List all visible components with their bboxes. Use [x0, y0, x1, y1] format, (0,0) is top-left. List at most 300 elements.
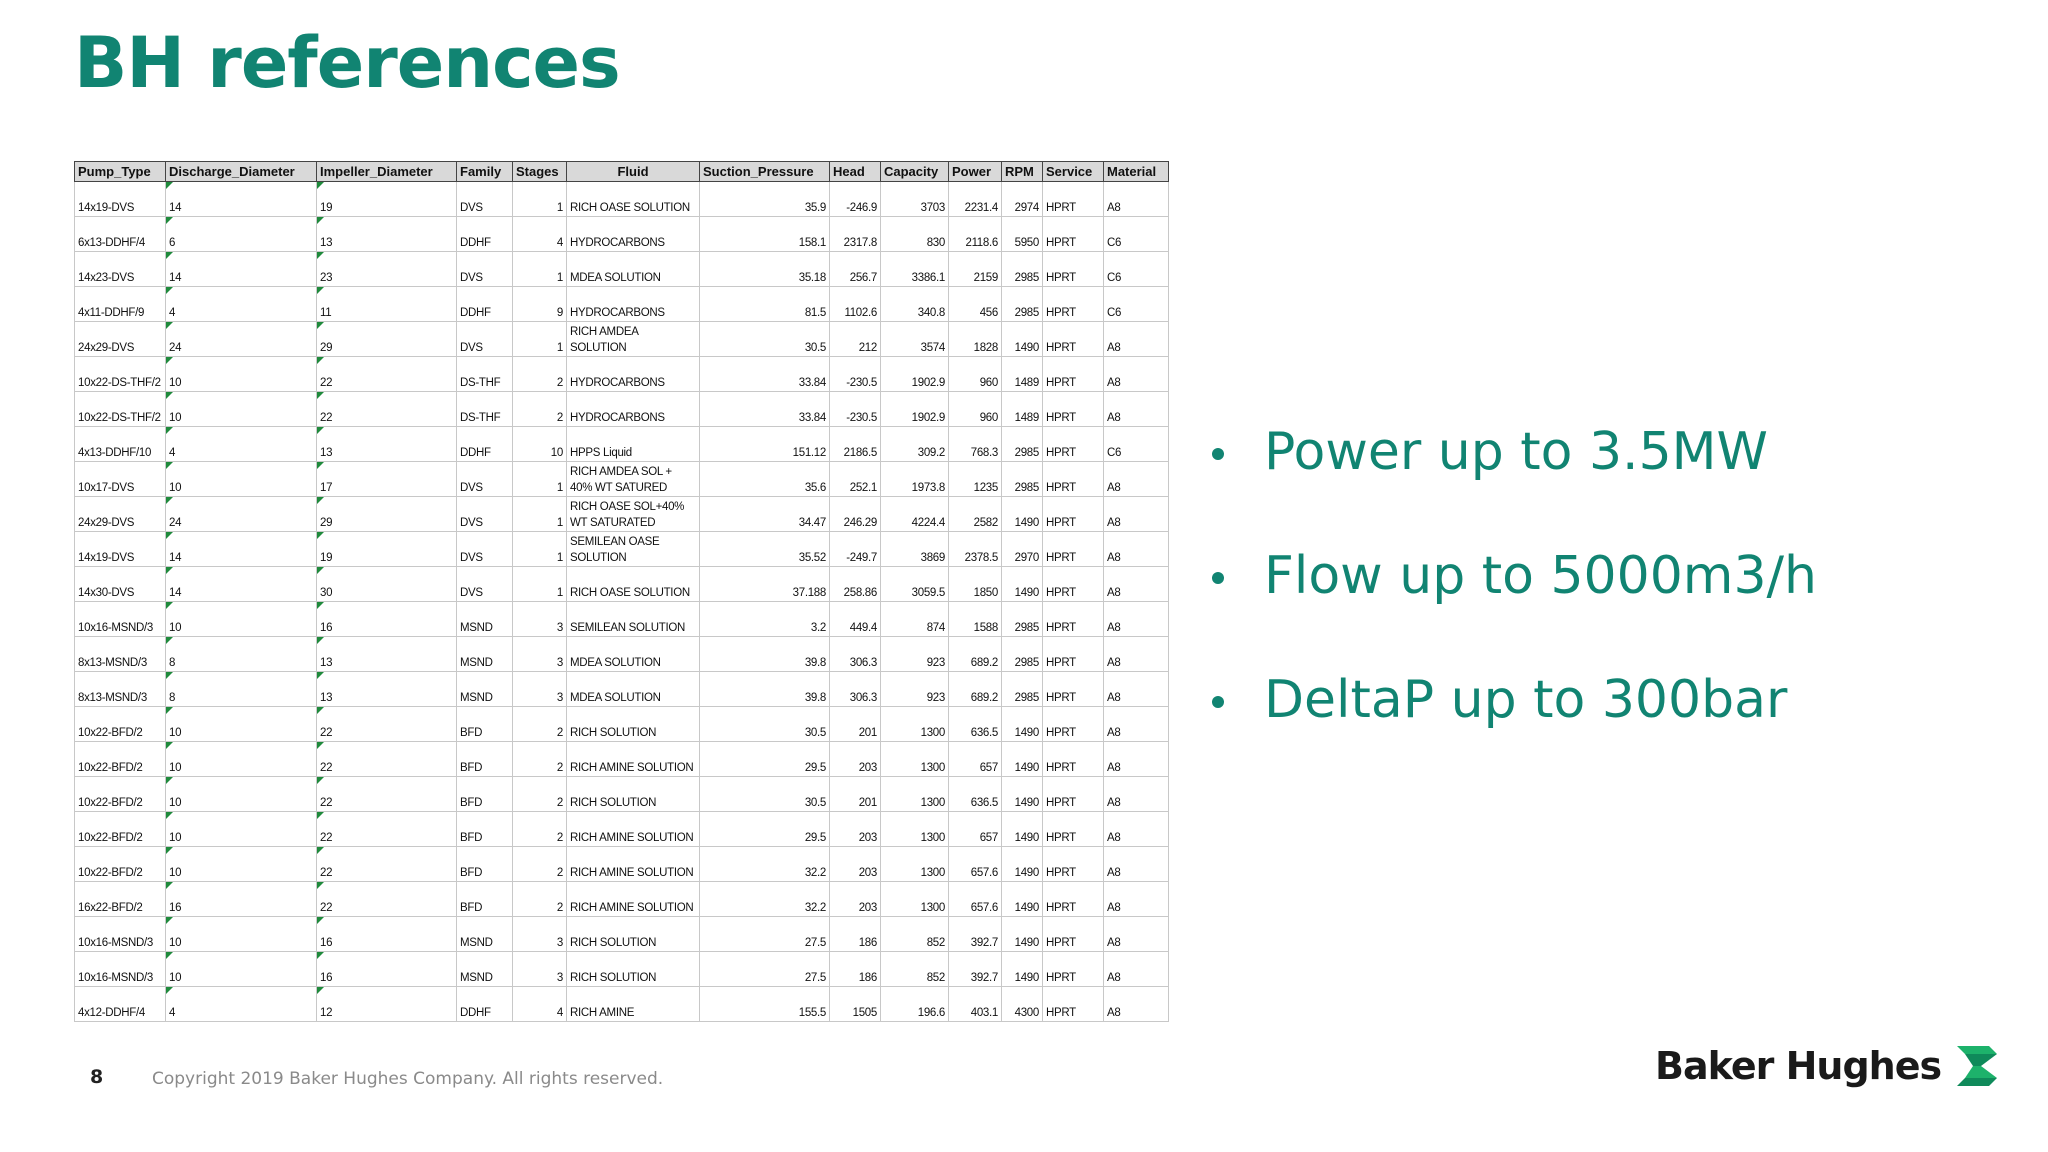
table-cell: A8 — [1104, 917, 1169, 952]
table-cell: HPRT — [1043, 742, 1104, 777]
table-cell: 4 — [166, 287, 317, 322]
table-cell: 10 — [166, 847, 317, 882]
table-cell: -246.9 — [830, 182, 881, 217]
table-cell: A8 — [1104, 462, 1169, 497]
table-cell: HPRT — [1043, 497, 1104, 532]
table-cell: 3869 — [881, 532, 949, 567]
table-cell: 340.8 — [881, 287, 949, 322]
table-cell: 5950 — [1002, 217, 1043, 252]
table-cell: 10x16-MSND/3 — [75, 602, 166, 637]
column-header: Material — [1104, 162, 1169, 182]
bullet-item-flow — [1200, 544, 1817, 668]
table-cell: RICH AMINE — [567, 987, 700, 1022]
table-cell: 2985 — [1002, 252, 1043, 287]
table-cell: MSND — [457, 602, 513, 637]
table-cell: 1490 — [1002, 497, 1043, 532]
table-cell: SEMILEAN OASE SOLUTION — [567, 532, 700, 567]
table-cell: DS-THF — [457, 357, 513, 392]
table-cell: 8x13-MSND/3 — [75, 637, 166, 672]
table-cell: A8 — [1104, 777, 1169, 812]
table-cell: A8 — [1104, 707, 1169, 742]
table-cell: 39.8 — [700, 637, 830, 672]
column-header: Impeller_Diameter — [317, 162, 457, 182]
table-cell: 923 — [881, 637, 949, 672]
column-header: Head — [830, 162, 881, 182]
logo-text: Baker Hughes — [1655, 1044, 1942, 1088]
table-cell: 2582 — [949, 497, 1002, 532]
table-cell: 35.52 — [700, 532, 830, 567]
table-cell: 203 — [830, 812, 881, 847]
table-cell: 2317.8 — [830, 217, 881, 252]
table-cell: 14 — [166, 532, 317, 567]
table-cell: A8 — [1104, 637, 1169, 672]
table-cell: 22 — [317, 812, 457, 847]
table-cell: A8 — [1104, 497, 1169, 532]
table-cell: HPRT — [1043, 252, 1104, 287]
table-row — [75, 497, 1169, 532]
table-cell: 16 — [317, 952, 457, 987]
table-cell: BFD — [457, 742, 513, 777]
table-row — [75, 812, 1169, 847]
column-header: Fluid — [567, 162, 700, 182]
table-cell: RICH AMDEA SOLUTION — [567, 322, 700, 357]
table-cell: 203 — [830, 882, 881, 917]
table-cell: A8 — [1104, 847, 1169, 882]
table-cell: RICH SOLUTION — [567, 917, 700, 952]
bullet-text: Power up to 3.5MW — [1264, 422, 1768, 482]
table-cell: -249.7 — [830, 532, 881, 567]
table-cell: HPRT — [1043, 917, 1104, 952]
table-cell: 309.2 — [881, 427, 949, 462]
table-cell: 2186.5 — [830, 427, 881, 462]
table-cell: DVS — [457, 252, 513, 287]
table-cell: 2 — [513, 392, 567, 427]
bullet-item-deltap — [1200, 668, 1817, 792]
table-cell: RICH AMINE SOLUTION — [567, 882, 700, 917]
table-row — [75, 637, 1169, 672]
table-cell: 3 — [513, 602, 567, 637]
table-cell: C6 — [1104, 252, 1169, 287]
column-header: Family — [457, 162, 513, 182]
table-cell: HPRT — [1043, 847, 1104, 882]
table-cell: 8 — [166, 672, 317, 707]
table-cell: 1 — [513, 532, 567, 567]
table-cell: 449.4 — [830, 602, 881, 637]
table-cell: 34.47 — [700, 497, 830, 532]
table-cell: 10 — [513, 427, 567, 462]
table-cell: 201 — [830, 777, 881, 812]
table-cell: 14x19-DVS — [75, 532, 166, 567]
table-cell: HYDROCARBONS — [567, 357, 700, 392]
table-cell: 830 — [881, 217, 949, 252]
table-cell: 10x22-BFD/2 — [75, 812, 166, 847]
table-cell: 6 — [166, 217, 317, 252]
table-row — [75, 882, 1169, 917]
table-cell: C6 — [1104, 287, 1169, 322]
references-table — [74, 161, 1169, 1022]
table-cell: 16 — [317, 917, 457, 952]
table-cell: MSND — [457, 637, 513, 672]
table-cell: 657.6 — [949, 847, 1002, 882]
table-cell: 22 — [317, 777, 457, 812]
table-cell: 2970 — [1002, 532, 1043, 567]
table-row — [75, 217, 1169, 252]
table-cell: 3574 — [881, 322, 949, 357]
table-cell: 4x11-DDHF/9 — [75, 287, 166, 322]
table-cell: 1490 — [1002, 917, 1043, 952]
table-cell: DVS — [457, 567, 513, 602]
table-cell: 24x29-DVS — [75, 497, 166, 532]
bullet-text: DeltaP up to 300bar — [1264, 670, 1788, 730]
table-cell: 24 — [166, 322, 317, 357]
table-cell: A8 — [1104, 987, 1169, 1022]
table-cell: MSND — [457, 917, 513, 952]
table-cell: 2 — [513, 742, 567, 777]
table-cell: 17 — [317, 462, 457, 497]
table-cell: 1235 — [949, 462, 1002, 497]
table-cell: 10x22-BFD/2 — [75, 777, 166, 812]
table-cell: HPRT — [1043, 987, 1104, 1022]
table-row — [75, 287, 1169, 322]
table-cell: 22 — [317, 392, 457, 427]
bullet-list — [1200, 420, 1817, 792]
table-cell: RICH OASE SOL+40% WT SATURATED — [567, 497, 700, 532]
column-header: RPM — [1002, 162, 1043, 182]
table-cell: A8 — [1104, 742, 1169, 777]
table-cell: 256.7 — [830, 252, 881, 287]
table-cell: 2985 — [1002, 672, 1043, 707]
table-cell: 14x19-DVS — [75, 182, 166, 217]
table-cell: DVS — [457, 532, 513, 567]
column-header: Stages — [513, 162, 567, 182]
table-cell: RICH OASE SOLUTION — [567, 567, 700, 602]
table-cell: HPRT — [1043, 532, 1104, 567]
table-cell: 13 — [317, 427, 457, 462]
table-cell: A8 — [1104, 357, 1169, 392]
table-cell: 960 — [949, 357, 1002, 392]
table-cell: 22 — [317, 742, 457, 777]
table-cell: BFD — [457, 847, 513, 882]
table-cell: 636.5 — [949, 777, 1002, 812]
table-cell: 32.2 — [700, 847, 830, 882]
table-cell: RICH AMINE SOLUTION — [567, 847, 700, 882]
table-cell: 10 — [166, 952, 317, 987]
table-cell: HYDROCARBONS — [567, 217, 700, 252]
table-cell: BFD — [457, 882, 513, 917]
table-cell: 1973.8 — [881, 462, 949, 497]
table-cell: 10x22-DS-THF/2 — [75, 392, 166, 427]
table-cell: 10x22-BFD/2 — [75, 707, 166, 742]
table-cell: HPRT — [1043, 567, 1104, 602]
table-cell: 22 — [317, 847, 457, 882]
table-cell: 16 — [166, 882, 317, 917]
table-cell: 151.12 — [700, 427, 830, 462]
table-cell: 4 — [513, 217, 567, 252]
table-cell: 22 — [317, 357, 457, 392]
table-cell: 2 — [513, 357, 567, 392]
table-cell: 24 — [166, 497, 317, 532]
table-cell: HPRT — [1043, 322, 1104, 357]
table-row — [75, 707, 1169, 742]
table-cell: HPRT — [1043, 462, 1104, 497]
table-cell: 1490 — [1002, 742, 1043, 777]
table-cell: HPRT — [1043, 812, 1104, 847]
table-row — [75, 392, 1169, 427]
table-cell: HPRT — [1043, 882, 1104, 917]
table-cell: 1490 — [1002, 847, 1043, 882]
table-cell: 35.6 — [700, 462, 830, 497]
table-cell: 923 — [881, 672, 949, 707]
table-cell: RICH SOLUTION — [567, 707, 700, 742]
table-cell: 2 — [513, 882, 567, 917]
table-cell: A8 — [1104, 532, 1169, 567]
table-cell: 456 — [949, 287, 1002, 322]
bullet-item-power — [1200, 420, 1817, 544]
table-cell: 657 — [949, 812, 1002, 847]
table-cell: 2118.6 — [949, 217, 1002, 252]
table-cell: BFD — [457, 707, 513, 742]
table-cell: 3 — [513, 917, 567, 952]
table-cell: 768.3 — [949, 427, 1002, 462]
table-cell: 30.5 — [700, 777, 830, 812]
table-cell: 3 — [513, 952, 567, 987]
table-cell: 32.2 — [700, 882, 830, 917]
table-cell: 258.86 — [830, 567, 881, 602]
table-cell: RICH AMINE SOLUTION — [567, 742, 700, 777]
bullet-dot-icon — [1212, 572, 1224, 584]
table-cell: 852 — [881, 917, 949, 952]
table-cell: 3 — [513, 637, 567, 672]
table-cell: 306.3 — [830, 672, 881, 707]
table-cell: 1300 — [881, 882, 949, 917]
table-row — [75, 427, 1169, 462]
table-row — [75, 252, 1169, 287]
table-cell: DVS — [457, 497, 513, 532]
table-cell: 1 — [513, 497, 567, 532]
table-cell: DVS — [457, 462, 513, 497]
table-cell: 1489 — [1002, 392, 1043, 427]
table-cell: 22 — [317, 882, 457, 917]
table-cell: 4x13-DDHF/10 — [75, 427, 166, 462]
table-cell: 4300 — [1002, 987, 1043, 1022]
table-cell: DS-THF — [457, 392, 513, 427]
table-cell: 212 — [830, 322, 881, 357]
table-cell: HPRT — [1043, 777, 1104, 812]
table-cell: HPRT — [1043, 182, 1104, 217]
table-cell: 10 — [166, 707, 317, 742]
table-cell: DDHF — [457, 427, 513, 462]
table-cell: HPRT — [1043, 392, 1104, 427]
table-cell: MDEA SOLUTION — [567, 672, 700, 707]
table-cell: 16 — [317, 602, 457, 637]
table-cell: 203 — [830, 847, 881, 882]
table-cell: 852 — [881, 952, 949, 987]
table-cell: 19 — [317, 182, 457, 217]
table-cell: 960 — [949, 392, 1002, 427]
table-cell: 13 — [317, 672, 457, 707]
table-cell: 1588 — [949, 602, 1002, 637]
table-cell: 10 — [166, 462, 317, 497]
table-cell: 657.6 — [949, 882, 1002, 917]
table-cell: 306.3 — [830, 637, 881, 672]
column-header: Suction_Pressure — [700, 162, 830, 182]
table-cell: 39.8 — [700, 672, 830, 707]
table-cell: 1300 — [881, 742, 949, 777]
table-cell: 1490 — [1002, 322, 1043, 357]
logo-chevrons-icon — [1951, 1040, 2003, 1092]
table-cell: 1 — [513, 182, 567, 217]
table-cell: 30.5 — [700, 322, 830, 357]
table-cell: 29 — [317, 322, 457, 357]
table-cell: 689.2 — [949, 672, 1002, 707]
table-cell: 29 — [317, 497, 457, 532]
table-cell: HPRT — [1043, 672, 1104, 707]
column-header: Discharge_Diameter — [166, 162, 317, 182]
table-cell: 3059.5 — [881, 567, 949, 602]
table-cell: 11 — [317, 287, 457, 322]
table-cell: MDEA SOLUTION — [567, 637, 700, 672]
table-cell: DVS — [457, 182, 513, 217]
table-cell: 201 — [830, 707, 881, 742]
table-cell: 1489 — [1002, 357, 1043, 392]
table-cell: DDHF — [457, 987, 513, 1022]
bullet-dot-icon — [1212, 696, 1224, 708]
table-cell: 2985 — [1002, 287, 1043, 322]
table-row — [75, 602, 1169, 637]
table-cell: DDHF — [457, 287, 513, 322]
table-row — [75, 567, 1169, 602]
table-cell: 4 — [166, 427, 317, 462]
table-cell: 196.6 — [881, 987, 949, 1022]
table-cell: 10x16-MSND/3 — [75, 917, 166, 952]
table-cell: A8 — [1104, 812, 1169, 847]
table-cell: 3386.1 — [881, 252, 949, 287]
table-body — [75, 182, 1169, 1022]
table-cell: 1 — [513, 322, 567, 357]
table-cell: 2985 — [1002, 637, 1043, 672]
column-header: Service — [1043, 162, 1104, 182]
table-cell: 19 — [317, 532, 457, 567]
table-cell: 35.9 — [700, 182, 830, 217]
table-cell: HPRT — [1043, 357, 1104, 392]
table-cell: 403.1 — [949, 987, 1002, 1022]
column-header: Pump_Type — [75, 162, 166, 182]
table-cell: 10 — [166, 917, 317, 952]
table-cell: HPRT — [1043, 427, 1104, 462]
table-cell: 33.84 — [700, 392, 830, 427]
table-cell: RICH AMINE SOLUTION — [567, 812, 700, 847]
table-cell: 1102.6 — [830, 287, 881, 322]
table-cell: 2 — [513, 777, 567, 812]
table-cell: 2985 — [1002, 602, 1043, 637]
table-cell: 13 — [317, 217, 457, 252]
table-cell: HPRT — [1043, 287, 1104, 322]
table-cell: A8 — [1104, 322, 1169, 357]
table-cell: 186 — [830, 952, 881, 987]
table-cell: HYDROCARBONS — [567, 287, 700, 322]
table-row — [75, 357, 1169, 392]
table-cell: BFD — [457, 812, 513, 847]
table-cell: RICH SOLUTION — [567, 777, 700, 812]
page-number: 8 — [90, 1066, 104, 1088]
table-cell: 10 — [166, 357, 317, 392]
table-cell: 1902.9 — [881, 357, 949, 392]
table-cell: 29.5 — [700, 742, 830, 777]
table-cell: RICH SOLUTION — [567, 952, 700, 987]
table-cell: MSND — [457, 672, 513, 707]
table-cell: 2985 — [1002, 427, 1043, 462]
column-header: Power — [949, 162, 1002, 182]
bullet-text: Flow up to 5000m3/h — [1264, 546, 1818, 606]
table-cell: 10 — [166, 602, 317, 637]
table-cell: 155.5 — [700, 987, 830, 1022]
table-cell: 10x22-BFD/2 — [75, 847, 166, 882]
table-cell: HPRT — [1043, 707, 1104, 742]
table-cell: 14 — [166, 567, 317, 602]
table-cell: 2985 — [1002, 462, 1043, 497]
table-cell: 636.5 — [949, 707, 1002, 742]
table-row — [75, 742, 1169, 777]
table-cell: 14 — [166, 182, 317, 217]
table-cell: 1300 — [881, 812, 949, 847]
table-cell: 10 — [166, 392, 317, 427]
table-cell: 27.5 — [700, 952, 830, 987]
table-row — [75, 847, 1169, 882]
table-cell: 23 — [317, 252, 457, 287]
table-cell: 4 — [166, 987, 317, 1022]
table-row — [75, 182, 1169, 217]
table-cell: HYDROCARBONS — [567, 392, 700, 427]
table-cell: 3703 — [881, 182, 949, 217]
table-cell: 874 — [881, 602, 949, 637]
table-cell: 1902.9 — [881, 392, 949, 427]
bullet-dot-icon — [1212, 448, 1224, 460]
table-cell: 657 — [949, 742, 1002, 777]
table-cell: 1828 — [949, 322, 1002, 357]
table-cell: 1300 — [881, 777, 949, 812]
table-cell: 2974 — [1002, 182, 1043, 217]
table-cell: RICH AMDEA SOL + 40% WT SATURED — [567, 462, 700, 497]
table-cell: 30.5 — [700, 707, 830, 742]
table-cell: 14x23-DVS — [75, 252, 166, 287]
table-cell: A8 — [1104, 882, 1169, 917]
table-cell: 1490 — [1002, 952, 1043, 987]
table-cell: 392.7 — [949, 917, 1002, 952]
table-cell: -230.5 — [830, 392, 881, 427]
table-cell: RICH OASE SOLUTION — [567, 182, 700, 217]
table-cell: 8x13-MSND/3 — [75, 672, 166, 707]
table-cell: A8 — [1104, 602, 1169, 637]
table-cell: HPPS Liquid — [567, 427, 700, 462]
table-cell: 252.1 — [830, 462, 881, 497]
table-cell: 1490 — [1002, 777, 1043, 812]
table-cell: DDHF — [457, 217, 513, 252]
baker-hughes-logo — [1655, 1040, 2003, 1092]
table-cell: 392.7 — [949, 952, 1002, 987]
table-row — [75, 322, 1169, 357]
table-cell: 4224.4 — [881, 497, 949, 532]
table-cell: 1300 — [881, 847, 949, 882]
table-cell: 81.5 — [700, 287, 830, 322]
table-cell: 186 — [830, 917, 881, 952]
table-cell: A8 — [1104, 567, 1169, 602]
table-cell: C6 — [1104, 217, 1169, 252]
table-cell: 22 — [317, 707, 457, 742]
table-cell: 10 — [166, 812, 317, 847]
table-cell: A8 — [1104, 952, 1169, 987]
table-cell: 24x29-DVS — [75, 322, 166, 357]
table-cell: 2 — [513, 707, 567, 742]
